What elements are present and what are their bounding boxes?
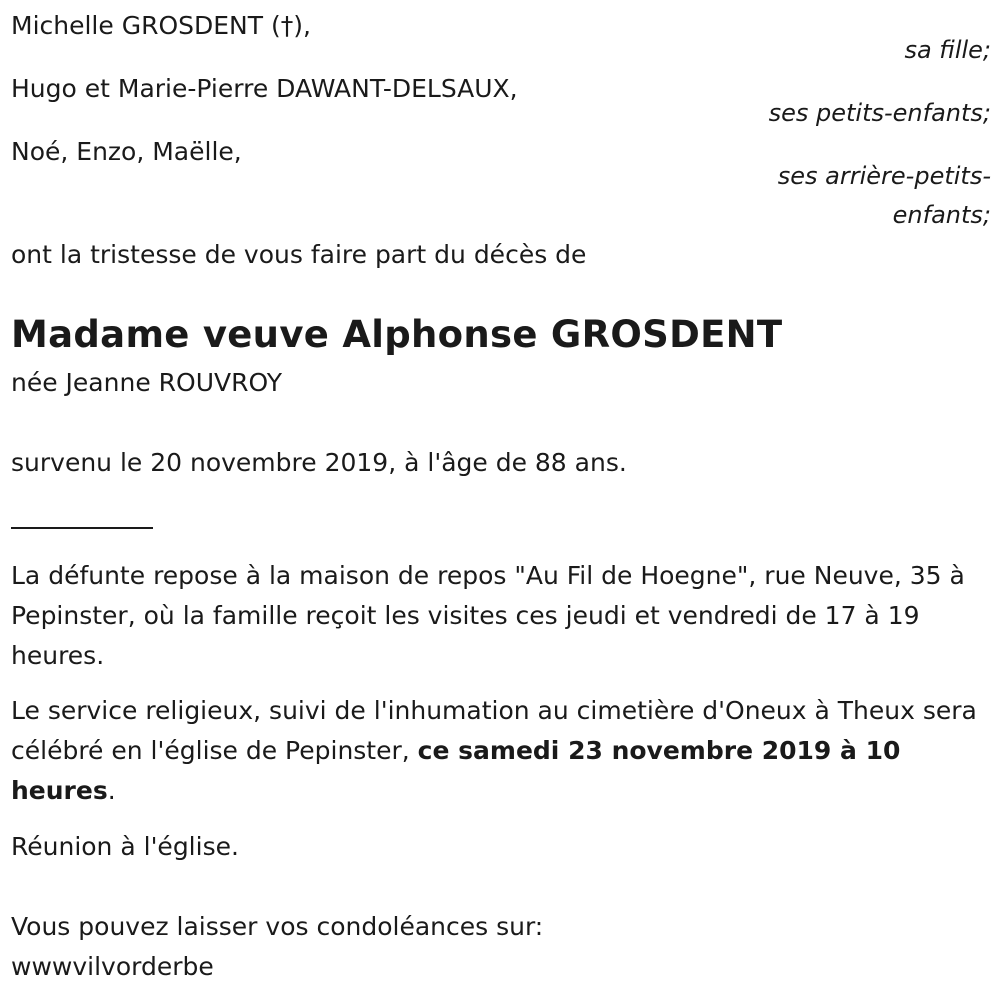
service-text-end: . (107, 776, 116, 805)
separator-line (11, 527, 153, 529)
family-member-name: Hugo et Marie-Pierre DAWANT-DELSAUX, (11, 74, 518, 103)
rest-place-paragraph: La défunte repose à la maison de repos "Au Fil de Hoegne", rue Neuve, 35 à Pepinster, où la famille reçoit les visites ces jeudi et vendredi de 17 à 19 heures. (11, 561, 965, 670)
service-paragraph (11, 691, 981, 811)
family-relation: sa fille; (904, 36, 991, 64)
family-member-name: Noé, Enzo, Maëlle, (11, 137, 242, 166)
condolences-site: wwwvilvorderbe (11, 952, 214, 981)
meeting-info: Réunion à l'église. (11, 832, 239, 861)
family-relation: enfants; (892, 201, 991, 229)
deceased-title: Madame veuve Alphonse GROSDENT (11, 313, 783, 356)
birth-name: née Jeanne ROUVROY (11, 368, 283, 397)
service-date: ce samedi 23 novembre 2019 à 10 heures (11, 736, 901, 805)
family-relation: ses arrière-petits- (777, 162, 991, 190)
service-text: Le service religieux, suivi de l'inhumation au cimetière d'Oneux à Theux sera célébré en l'église de Pepinster, (11, 696, 977, 765)
death-info: survenu le 20 novembre 2019, à l'âge de 88 ans. (11, 448, 627, 477)
condolences-intro: Vous pouvez laisser vos condoléances sur: (11, 912, 544, 941)
family-relation: ses petits-enfants; (768, 99, 991, 127)
announcement-text: ont la tristesse de vous faire part du décès de (11, 240, 587, 269)
family-member-name: Michelle GROSDENT (†), (11, 11, 311, 40)
